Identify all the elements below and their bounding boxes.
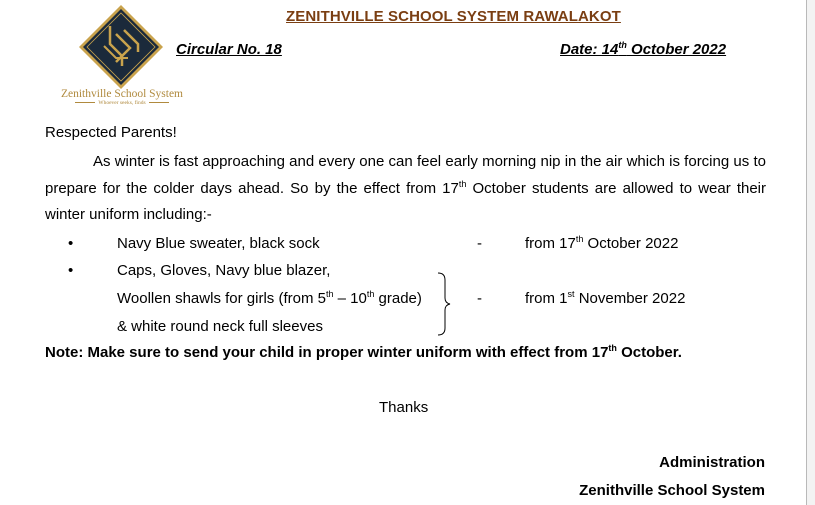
viewer-gutter	[807, 0, 815, 505]
date-superscript: th	[618, 40, 627, 50]
item-2-sup-2: th	[366, 289, 375, 299]
item-2-date-suffix: November 2022	[574, 290, 686, 307]
item-1-date-prefix: from 17	[525, 235, 576, 252]
paragraph-part-b: October students are allowed to wear their winter uniform including:-	[45, 179, 766, 223]
item-1-text: Navy Blue sweater, black sock	[117, 235, 320, 252]
item-2-date-prefix: from 1	[525, 290, 568, 307]
logo-tagline: Whoever seeks, finds	[60, 100, 184, 106]
bullet-2: •	[68, 262, 74, 279]
school-logo	[78, 4, 164, 90]
item-1-date-suffix: October 2022	[583, 235, 679, 252]
school-title: ZENITHVILLE SCHOOL SYSTEM RAWALAKOT	[286, 8, 621, 25]
item-1-dash: -	[477, 235, 482, 252]
intro-paragraph	[45, 149, 766, 229]
thanks-text: Thanks	[379, 399, 429, 416]
note-prefix: Note: Make sure to send your child in proper winter uniform with effect from 17	[45, 344, 609, 361]
note-superscript: th	[608, 343, 617, 353]
item-2-sup-1: th	[325, 289, 334, 299]
paragraph-superscript: th	[458, 178, 467, 189]
item-2-line-3: & white round neck full sleeves	[117, 318, 323, 335]
date-prefix: Date: 14	[560, 41, 619, 58]
bullet-1: •	[68, 235, 74, 252]
note	[45, 344, 682, 361]
salutation: Respected Parents!	[45, 124, 177, 141]
circular-number: Circular No. 18	[176, 41, 282, 58]
item-2-line-2-c: grade)	[374, 290, 422, 307]
date-suffix: October 2022	[626, 41, 727, 58]
item-2-line-2	[117, 290, 422, 307]
logo-name: Zenithville School System	[60, 88, 184, 100]
note-suffix: October.	[616, 344, 682, 361]
item-2-line-2-b: – 10	[333, 290, 367, 307]
grouping-brace	[436, 272, 452, 336]
item-2-dash: -	[477, 290, 482, 307]
item-2-date	[525, 290, 685, 307]
item-1-date-sup: th	[575, 234, 584, 244]
item-2-date-sup: st	[567, 289, 575, 299]
item-2-line-1: Caps, Gloves, Navy blue blazer,	[117, 262, 331, 279]
item-1-date	[525, 235, 678, 252]
paragraph-part-a: As winter is fast approaching and every one can feel early morning nip in the air which is forcing us to prepare for the colder days ahead. So by the effect from 17	[45, 153, 766, 197]
item-2-line-2-a: Woollen shawls for girls (from 5	[117, 290, 326, 307]
signature-school: Zenithville School System	[579, 482, 765, 499]
signature-administration: Administration	[659, 454, 765, 471]
circular-date	[560, 41, 726, 58]
